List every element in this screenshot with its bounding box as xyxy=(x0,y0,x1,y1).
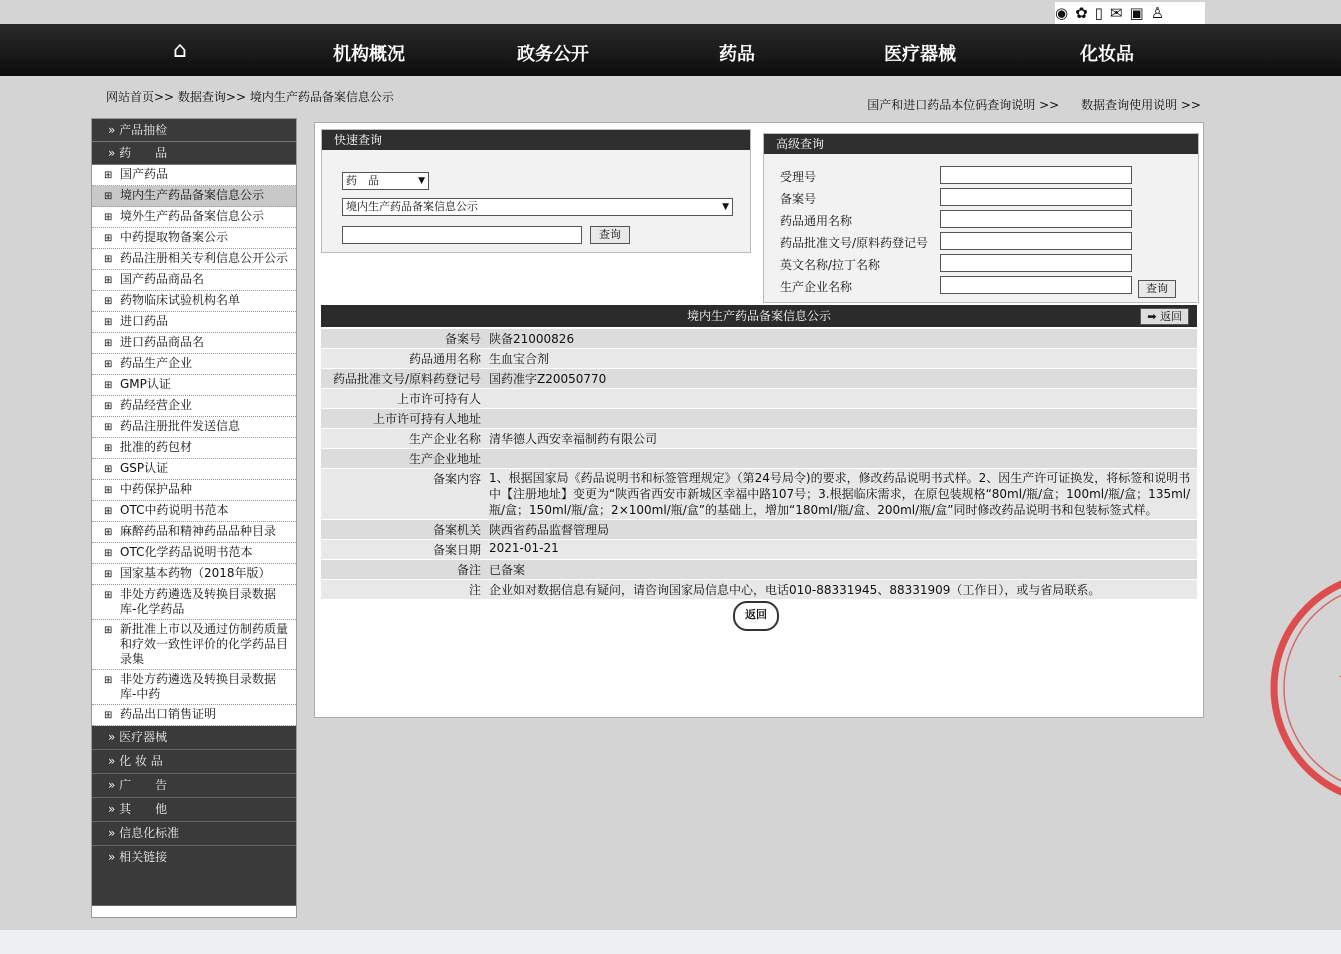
expand-icon: ⊞ xyxy=(104,254,113,265)
sidebar-item-label: 国家基本药物（2018年版） xyxy=(120,566,271,580)
sidebar xyxy=(91,118,297,918)
sidebar-section-label: 信息化标准 xyxy=(119,826,180,840)
sidebar-item[interactable] xyxy=(92,585,296,620)
record-table xyxy=(321,329,1197,600)
row-key: 注 xyxy=(468,583,481,597)
row-value: 2021-01-21 xyxy=(485,540,1197,559)
sidebar-item[interactable] xyxy=(92,333,296,354)
sidebar-section-label: 医疗器械 xyxy=(119,730,168,744)
table-row xyxy=(321,540,1197,560)
table-row xyxy=(321,349,1197,369)
row-value: 清华德人西安幸福制药有限公司 xyxy=(485,429,1197,448)
expand-icon: ⊞ xyxy=(104,506,113,517)
row-key: 药品批准文号/原料药登记号 xyxy=(332,372,481,386)
sidebar-item[interactable] xyxy=(92,543,296,564)
content-panel xyxy=(314,122,1204,718)
sidebar-item[interactable] xyxy=(92,375,296,396)
sidebar-item[interactable] xyxy=(92,417,296,438)
sidebar-item[interactable] xyxy=(92,459,296,480)
expand-icon: ⊞ xyxy=(104,590,113,601)
sidebar-item-label: 药品注册相关专利信息公开公示 xyxy=(120,251,289,265)
breadcrumb-bar xyxy=(106,86,1201,112)
sidebar-item[interactable] xyxy=(92,249,296,270)
row-key: 上市许可持有人 xyxy=(396,392,481,406)
message-icon[interactable]: ▣ xyxy=(1129,4,1144,22)
expand-icon: ⊞ xyxy=(104,170,113,181)
advanced-field-label: 英文名称/拉丁名称 xyxy=(780,258,881,272)
expand-icon: ⊞ xyxy=(104,485,113,496)
sidebar-section[interactable]: » 医疗器械 xyxy=(92,726,296,750)
row-value: 陕备21000826 xyxy=(485,329,1197,348)
sidebar-item[interactable] xyxy=(92,480,296,501)
sidebar-section[interactable]: » 信息化标准 xyxy=(92,822,296,846)
row-key: 上市许可持有人地址 xyxy=(372,412,481,426)
table-row xyxy=(321,469,1197,520)
row-key: 药品通用名称 xyxy=(408,352,481,366)
row-value: 1、根据国家局《药品说明书和标签管理规定》（第24号局令)的要求，修改药品说明书式样。2、因生产许可证换发，将标签和说明书中【注册地址】变更为“陕西省西安市新城区幸福中路107号；3.根据临床需求，在原包装规格“80ml/瓶/盒；100ml/瓶/盒；135ml/瓶/盒；150ml/瓶/盒；2×100ml/瓶/盒”的基础上，增加“180ml/瓶/盒、200ml/瓶/盒”同时修改药品说明书和包装标签式样。 xyxy=(485,469,1197,519)
sidebar-section[interactable]: » 其 他 xyxy=(92,798,296,822)
back-button[interactable]: ➡ 返回 xyxy=(1140,308,1189,325)
nav-item-org[interactable]: 机构概况 xyxy=(333,44,405,65)
row-key: 备注 xyxy=(456,563,481,577)
company-seal-stamp xyxy=(1263,563,1341,813)
sidebar-item-label: 药物临床试验机构名单 xyxy=(120,293,241,307)
nav-item-drugs[interactable]: 药品 xyxy=(719,44,755,65)
sidebar-item[interactable] xyxy=(92,312,296,333)
expand-icon: ⊞ xyxy=(104,359,113,370)
advanced-field-label: 药品批准文号/原料药登记号 xyxy=(780,236,929,250)
expand-icon: ⊞ xyxy=(104,548,113,559)
expand-icon: ⊞ xyxy=(104,527,113,538)
sidebar-item-label: 境外生产药品备案信息公示 xyxy=(120,209,265,223)
sidebar-section-label: 其 他 xyxy=(119,802,168,816)
sidebar-item[interactable] xyxy=(92,270,296,291)
nav-item-cosmetics[interactable]: 化妆品 xyxy=(1080,44,1134,65)
advanced-field-label: 受理号 xyxy=(780,170,817,184)
advanced-field-input[interactable] xyxy=(940,166,1132,184)
advanced-field-input[interactable] xyxy=(940,232,1132,250)
advanced-search-title: 高级查询 xyxy=(764,134,1198,154)
expand-icon: ⊞ xyxy=(104,296,113,307)
sidebar-item[interactable] xyxy=(92,165,296,186)
sidebar-section[interactable]: » 相关链接 xyxy=(92,846,296,906)
sidebar-item[interactable] xyxy=(92,522,296,543)
row-key: 生产企业名称 xyxy=(408,432,481,446)
table-row xyxy=(321,409,1197,429)
header-icon-bar xyxy=(1055,2,1205,24)
advanced-field-input[interactable] xyxy=(940,276,1132,294)
expand-icon: ⊞ xyxy=(104,625,113,636)
sidebar-item-label: 中药保护品种 xyxy=(120,482,193,496)
bottom-back-button[interactable]: 返回 xyxy=(733,601,779,631)
home-icon[interactable]: ⌂ xyxy=(173,38,187,63)
sidebar-head-inspection[interactable]: » 产品抽检 xyxy=(92,119,296,142)
row-key: 备案内容 xyxy=(432,472,481,486)
advanced-field-input[interactable] xyxy=(940,188,1132,206)
code-query-help-link[interactable]: 国产和进口药品本位码查询说明 >> xyxy=(867,98,1060,112)
sidebar-item-label: 药品出口销售证明 xyxy=(120,707,217,721)
table-row xyxy=(321,329,1197,349)
sidebar-item-label: 药品注册批件发送信息 xyxy=(120,419,241,433)
sidebar-item-label: GSP认证 xyxy=(120,461,169,475)
row-value: 已备案 xyxy=(485,560,1197,579)
sidebar-item-label: 新批准上市以及通过仿制药质量和疗效一致性评价的化学药品目录集 xyxy=(120,622,289,666)
sidebar-section[interactable]: » 广 告 xyxy=(92,774,296,798)
expand-icon: ⊞ xyxy=(104,443,113,454)
row-value xyxy=(485,409,1197,428)
row-key: 备案机关 xyxy=(432,523,481,537)
sidebar-item-label: 非处方药遴选及转换目录数据库-中药 xyxy=(120,672,277,701)
row-key: 备案号 xyxy=(444,332,481,346)
expand-icon: ⊞ xyxy=(104,710,113,721)
sidebar-section[interactable]: » 化 妆 品 xyxy=(92,750,296,774)
expand-icon: ⊞ xyxy=(104,317,113,328)
table-row xyxy=(321,429,1197,449)
sidebar-head-drugs[interactable]: » 药 品 xyxy=(92,142,296,165)
expand-icon: ⊞ xyxy=(104,401,113,412)
sidebar-item-label: 境内生产药品备案信息公示 xyxy=(120,188,265,202)
sidebar-item-label: 中药提取物备案公示 xyxy=(120,230,229,244)
sidebar-item[interactable] xyxy=(92,705,296,726)
advanced-field-label: 备案号 xyxy=(780,192,817,206)
table-row xyxy=(321,369,1197,389)
sidebar-item-label: 非处方药遴选及转换目录数据库-化学药品 xyxy=(120,587,277,616)
advanced-field-input[interactable] xyxy=(940,210,1132,228)
main-nav xyxy=(0,24,1341,76)
mail-icon[interactable]: ✉ xyxy=(1109,4,1123,22)
sidebar-item[interactable] xyxy=(92,564,296,585)
nav-item-gov[interactable]: 政务公开 xyxy=(517,44,589,65)
expand-icon: ⊞ xyxy=(104,675,113,686)
advanced-field-input[interactable] xyxy=(940,254,1132,272)
sidebar-item-label: 国产药品 xyxy=(120,167,169,181)
expand-icon: ⊞ xyxy=(104,422,113,433)
expand-icon: ⊞ xyxy=(104,380,113,391)
advanced-field-label: 药品通用名称 xyxy=(780,214,853,228)
sidebar-section-label: 相关链接 xyxy=(119,850,168,864)
quick-search xyxy=(321,129,751,253)
quick-search-title: 快速查询 xyxy=(322,130,750,150)
breadcrumb[interactable]: 网站首页>> 数据查询>> 境内生产药品备案信息公示 xyxy=(106,90,394,104)
expand-icon: ⊞ xyxy=(104,275,113,286)
row-value xyxy=(485,389,1197,408)
sidebar-section-label: 化 妆 品 xyxy=(119,754,163,768)
sidebar-item-label: 国产药品商品名 xyxy=(120,272,205,286)
row-value: 企业如对数据信息有疑问，请咨询国家局信息中心，电话010-88331945、88331909（工作日），或与省局联系。 xyxy=(485,580,1197,599)
sidebar-item[interactable] xyxy=(92,228,296,249)
table-row xyxy=(321,520,1197,540)
table-row xyxy=(321,580,1197,600)
expand-icon: ⊞ xyxy=(104,569,113,580)
database-select[interactable]: 境内生产药品备案信息公示 ▼ xyxy=(342,198,733,216)
sidebar-item[interactable] xyxy=(92,620,296,670)
weibo-icon[interactable]: ◉ xyxy=(1055,4,1069,22)
sidebar-item[interactable] xyxy=(92,291,296,312)
wechat-icon[interactable]: ✿ xyxy=(1075,4,1088,22)
sidebar-item-label: 进口药品 xyxy=(120,314,169,328)
sidebar-item-label: 批准的药包材 xyxy=(120,440,193,454)
advanced-field-label: 生产企业名称 xyxy=(780,280,853,294)
row-key: 生产企业地址 xyxy=(408,452,481,466)
advanced-search xyxy=(763,133,1199,303)
quick-search-button[interactable]: 查询 xyxy=(590,226,630,244)
sidebar-item[interactable] xyxy=(92,501,296,522)
chevron-down-icon: ▼ xyxy=(418,176,425,186)
table-title-bar xyxy=(321,305,1197,327)
row-value: 生血宝合剂 xyxy=(485,349,1197,368)
sidebar-item[interactable] xyxy=(92,186,296,207)
mobile-icon[interactable]: ▯ xyxy=(1094,4,1103,22)
sidebar-item[interactable] xyxy=(92,354,296,375)
nav-item-devices[interactable]: 医疗器械 xyxy=(884,44,956,65)
sidebar-item-label: OTC中药说明书范本 xyxy=(120,503,229,517)
sidebar-item-label: 麻醉药品和精神药品品种目录 xyxy=(120,524,277,538)
row-key: 备案日期 xyxy=(432,543,481,557)
expand-icon: ⊞ xyxy=(104,212,113,223)
footer xyxy=(0,930,1341,954)
sidebar-item[interactable] xyxy=(92,207,296,228)
data-query-help-link[interactable]: 数据查询使用说明 >> xyxy=(1081,98,1201,112)
table-title: 境内生产药品备案信息公示 xyxy=(686,309,831,323)
row-value xyxy=(485,449,1197,468)
table-row xyxy=(321,449,1197,469)
expand-icon: ⊞ xyxy=(104,464,113,475)
chevron-down-icon: ▼ xyxy=(722,202,729,212)
expand-icon: ⊞ xyxy=(104,338,113,349)
row-value: 陕西省药品监督管理局 xyxy=(485,520,1197,539)
sidebar-item-label: 药品经营企业 xyxy=(120,398,193,412)
sidebar-item[interactable] xyxy=(92,670,296,705)
advanced-search-button[interactable]: 查询 xyxy=(1138,280,1176,298)
table-row xyxy=(321,389,1197,409)
quick-search-input[interactable] xyxy=(342,226,582,244)
sidebar-section-label: 广 告 xyxy=(119,778,168,792)
sidebar-item[interactable] xyxy=(92,396,296,417)
row-value: 国药准字Z20050770 xyxy=(485,369,1197,388)
sidebar-item-label: 进口药品商品名 xyxy=(120,335,205,349)
sidebar-item-label: OTC化学药品说明书范本 xyxy=(120,545,253,559)
table-row xyxy=(321,560,1197,580)
expand-icon: ⊞ xyxy=(104,233,113,244)
sidebar-item-label: 药品生产企业 xyxy=(120,356,193,370)
user-icon[interactable]: ♙ xyxy=(1150,4,1165,22)
category-select[interactable]: 药 品 ▼ xyxy=(342,172,429,190)
expand-icon: ⊞ xyxy=(104,191,113,202)
sidebar-item[interactable] xyxy=(92,438,296,459)
sidebar-item-label: GMP认证 xyxy=(120,377,171,391)
